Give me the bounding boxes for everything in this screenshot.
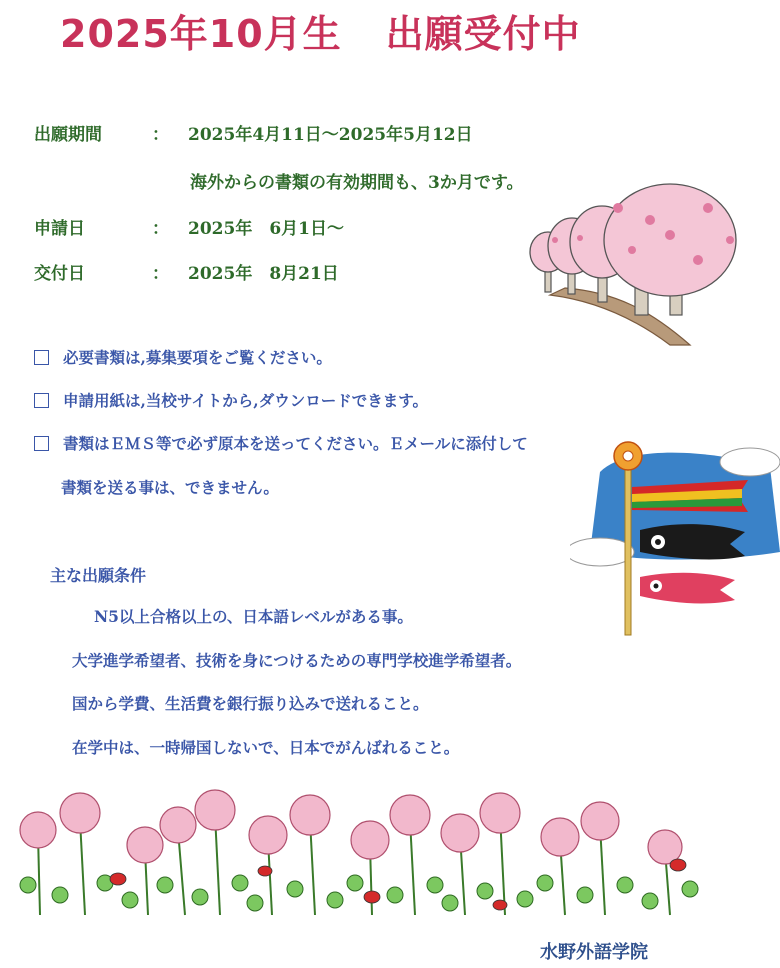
conditions-heading: 主な出願条件 (50, 566, 147, 585)
schedule-value: 2025年 8月21日 (188, 264, 339, 284)
checklist-item (34, 432, 528, 454)
cherry-blossom-trees-illustration (520, 180, 745, 360)
condition-item: N5以上合格以上の、日本語レベルがある事。 (94, 607, 413, 626)
schedule-row-application-period (34, 120, 473, 145)
schedule-colon: ： (152, 125, 169, 145)
schedule-label: 出願期間 (34, 125, 102, 145)
checklist-text: 書類はＥＭＳ等で必ず原本を送ってください。Ｅメールに添付して (63, 434, 528, 453)
checklist-text: 申請用紙は,当校サイトから,ダウンロードできます。 (63, 391, 428, 410)
checklist-item (34, 346, 332, 368)
schedule-label: 交付日 (34, 264, 85, 284)
condition-item: 大学進学希望者、技術を身につけるための専門学校進学希望者。 (72, 651, 522, 670)
checklist-text: 必要書類は,募集要項をご覧ください。 (63, 348, 332, 367)
schedule-row-apply-date (34, 214, 344, 239)
koinobori-illustration (570, 432, 780, 637)
schedule-row-issue-date (34, 259, 339, 284)
schedule-note: 海外からの書類の有効期間も、3か月です。 (190, 173, 524, 193)
schedule-label: 申請日 (34, 219, 85, 239)
title-year-month: 2025年10月生 (60, 12, 342, 56)
checkbox-icon (34, 350, 49, 365)
title-status: 出願受付中 (385, 12, 581, 56)
schedule-value: 2025年 6月1日～ (188, 219, 344, 239)
page-title (60, 8, 700, 60)
schedule-value: 2025年4月11日～2025年5月12日 (188, 125, 473, 145)
checklist-item (34, 389, 428, 411)
condition-item: 在学中は、一時帰国しないで、日本でがんばれること。 (72, 738, 460, 757)
checklist-continuation: 書類を送る事は、できません。 (61, 478, 279, 497)
condition-item: 国から学費、生活費を銀行振り込みで送れること。 (72, 694, 429, 713)
checkbox-icon (34, 436, 49, 451)
school-name: 水野外語学院 (540, 942, 648, 963)
schedule-colon: ： (152, 264, 169, 284)
checkbox-icon (34, 393, 49, 408)
schedule-colon: ： (152, 219, 169, 239)
clover-flowers-illustration (10, 785, 740, 925)
